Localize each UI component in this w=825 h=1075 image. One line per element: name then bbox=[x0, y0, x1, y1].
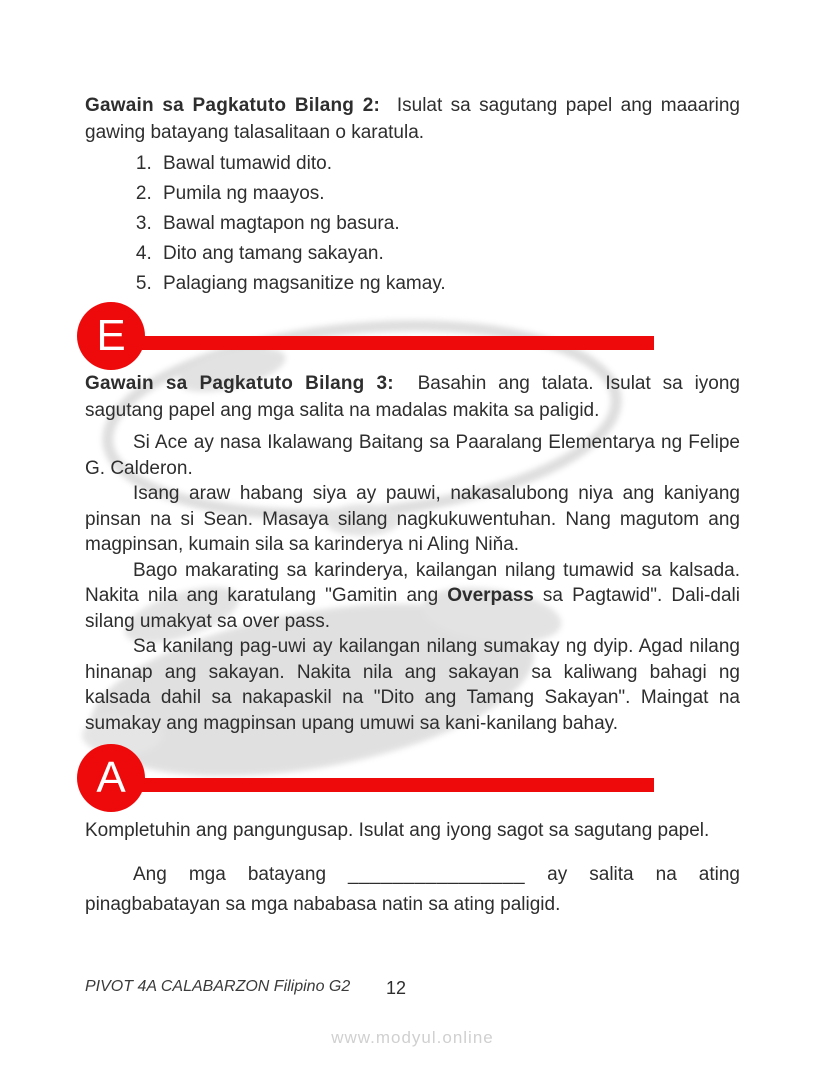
page-number: 12 bbox=[385, 978, 407, 998]
list-item-4: 4. Dito ang tamang sakayan. bbox=[157, 242, 740, 266]
section-badge-e bbox=[77, 302, 740, 366]
list-item-5: 5. Palagiang magsanitize ng kamay. bbox=[157, 272, 740, 296]
list-item-2: 2. Pumila ng maayos. bbox=[157, 182, 740, 206]
sentence-before-blank: Ang mga batayang bbox=[133, 864, 349, 885]
footer-module-label: PIVOT 4A CALABARZON Filipino G2 bbox=[85, 978, 351, 995]
badge-a-letter: A bbox=[96, 753, 126, 802]
answer-blank: ________________ bbox=[348, 864, 526, 885]
activity2-list bbox=[85, 152, 740, 296]
sentence-after-blank: ay salita na ating pinagbabatayan sa mga nababasa natin sa ating paligid. bbox=[85, 864, 740, 915]
story-paragraph-4: Sa kanilang pag-uwi ay kailangan nilang sumakay ng dyip. Agad nilang hinanap ang sakayan. Nakita nila ang sakayan sa kaliwang bahagi ng kalsada dahil sa nakapaskil na "Dito ang Tamang Sakayan". Maingat na sumakay ang magpinsan upang umuwi sa kani-kanilang bahay. bbox=[85, 636, 740, 734]
assessment-instructions: Kompletuhin ang pangungusap. Isulat ang iyong sagot sa sagutang papel. bbox=[85, 820, 710, 841]
story-paragraph-1: Si Ace ay nasa Ikalawang Baitang sa Paaralang Elementarya ng Felipe G. Calderon. bbox=[85, 432, 740, 479]
badge-e-letter: E bbox=[96, 311, 126, 360]
activity2-title: Gawain sa Pagkatuto Bilang 2: bbox=[85, 95, 380, 116]
section-badge-a bbox=[77, 744, 740, 808]
activity3-heading bbox=[85, 370, 740, 424]
activity3-instructions: Basahin ang talata. Isulat sa iyong sagutang papel ang mga salita na madalas makita sa paligid. bbox=[85, 373, 740, 421]
story-paragraph-3-text: Bago makarating sa karinderya, kailangan nilang tumawid sa kalsada. Nakita nila ang karatulang "Gamitin ang bbox=[85, 559, 740, 606]
story-keyword-overpass: Overpass bbox=[447, 585, 534, 606]
list-item-3: 3. Bawal magtapon ng basura. bbox=[157, 212, 740, 236]
activity2-heading bbox=[85, 92, 740, 146]
story-paragraph-3 bbox=[85, 558, 740, 635]
fill-blank-sentence bbox=[85, 860, 740, 920]
badge-e-bar bbox=[127, 336, 654, 350]
story-paragraph-3-tail: sa Pagtawid". Dali-dali silang umakyat sa over pass. bbox=[85, 585, 740, 632]
badge-a-circle bbox=[77, 744, 145, 812]
badge-a-bar bbox=[127, 778, 654, 792]
badge-e-circle bbox=[77, 302, 145, 370]
site-watermark: www.modyul.online bbox=[331, 1028, 494, 1047]
story-paragraph-2: Isang araw habang siya ay pauwi, nakasalubong niya ang kaniyang pinsan na si Sean. Masaya silang nagkukuwentuhan. Nang magutom ang magpinsan, kumain sila sa karinderya ni Aling Niňa. bbox=[85, 483, 740, 555]
list-item-1: 1. Bawal tumawid dito. bbox=[157, 152, 740, 176]
activity2-instructions: Isulat sa sagutang papel ang maaaring gawing batayang talasalitaan o karatula. bbox=[85, 95, 740, 143]
activity3-title: Gawain sa Pagkatuto Bilang 3: bbox=[85, 373, 394, 394]
